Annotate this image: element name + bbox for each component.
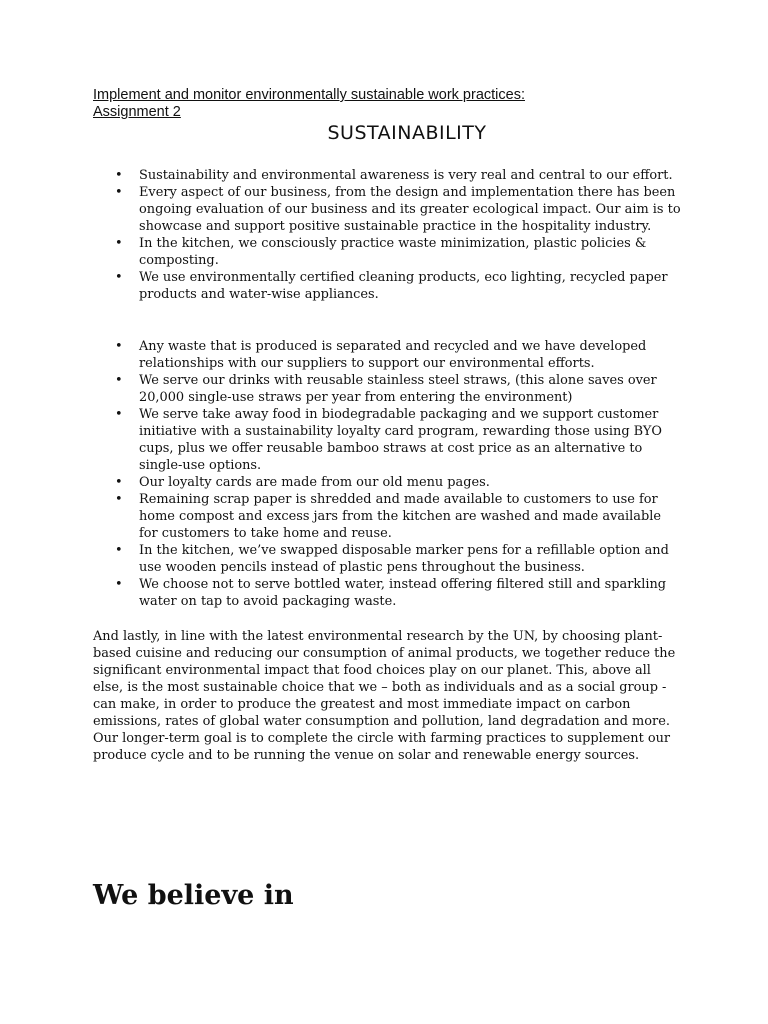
bullet-icon: •: [115, 270, 123, 285]
bullet-icon: •: [115, 339, 123, 354]
list-item: [93, 372, 683, 406]
header-line-course: Implement and monitor environmentally sustainable work practices:: [93, 87, 525, 103]
bullet-icon: •: [115, 492, 123, 507]
bullet-icon: •: [115, 577, 123, 592]
list-item-text: In the kitchen, we consciously practice waste minimization, plastic policies & composting.: [139, 236, 647, 268]
bullet-icon: •: [115, 543, 123, 558]
list-item-text: Sustainability and environmental awareness is very real and central to our effort.: [139, 168, 673, 183]
list-item-text: We use environmentally certified cleaning products, eco lighting, recycled paper products and water-wise appliances.: [139, 270, 668, 302]
list-item: [93, 491, 683, 542]
list-item: [93, 406, 683, 474]
list-item: [93, 167, 683, 184]
list-item-text: Every aspect of our business, from the design and implementation there has been ongoing evaluation of our business and its greater ecological impact. Our aim is to showcase and support positive sustainable practice in the hospitality industry.: [139, 185, 681, 234]
list-item: [93, 474, 683, 491]
bullet-list-initiatives: [93, 338, 683, 610]
list-item: [93, 235, 683, 269]
bullet-icon: •: [115, 407, 123, 422]
bullet-icon: •: [115, 168, 123, 183]
list-item-text: We choose not to serve bottled water, instead offering filtered still and sparkling water on tap to avoid packaging waste.: [139, 577, 667, 609]
list-item-text: We serve our drinks with reusable stainless steel straws, (this alone saves over 20,000 single-use straws per year from entering the environment): [139, 373, 657, 405]
list-item: [93, 269, 683, 303]
page-title: SUSTAINABILITY: [327, 122, 487, 144]
list-item-text: Remaining scrap paper is shredded and made available to customers to use for home compost and excess jars from the kitchen are washed and made available for customers to take home and reuse.: [139, 492, 661, 541]
list-item-text: We serve take away food in biodegradable packaging and we support customer initiative with a sustainability loyalty card program, rewarding those using BYO cups, plus we offer reusable bamboo straws at cost price as an alternative to single-use options.: [139, 407, 662, 473]
closing-paragraph: And lastly, in line with the latest environmental research by the UN, by choosing plant-based cuisine and reducing our consumption of animal products, we together reduce the significant environmental impact that food choices play on our planet. This, above all else, is the most sustainable choice that we – both as individuals and as a social group - can make, in order to produce the greatest and most immediate impact on carbon emissions, rates of global water consumption and pollution, land degradation and more. Our longer-term goal is to complete the circle with farming practices to supplement our produce cycle and to be running the venue on solar and renewable energy sources.: [93, 629, 676, 763]
bullet-icon: •: [115, 475, 123, 490]
list-item: [93, 576, 683, 610]
bullet-icon: •: [115, 373, 123, 388]
list-item: [93, 338, 683, 372]
list-item-text: Any waste that is produced is separated and recycled and we have developed relationships with our suppliers to support our environmental efforts.: [139, 339, 647, 371]
bullet-list-practices: [93, 167, 683, 303]
bullet-icon: •: [115, 236, 123, 251]
list-item: [93, 542, 683, 576]
bullet-icon: •: [115, 185, 123, 200]
we-believe-in-heading: We believe in: [93, 880, 294, 911]
list-item-text: Our loyalty cards are made from our old menu pages.: [139, 475, 490, 490]
list-item: [93, 184, 683, 235]
header-line-assignment: Assignment 2: [93, 104, 181, 120]
assignment-header: [93, 87, 525, 121]
list-item-text: In the kitchen, we’ve swapped disposable marker pens for a refillable option and use wooden pencils instead of plastic pens throughout the business.: [139, 543, 669, 575]
